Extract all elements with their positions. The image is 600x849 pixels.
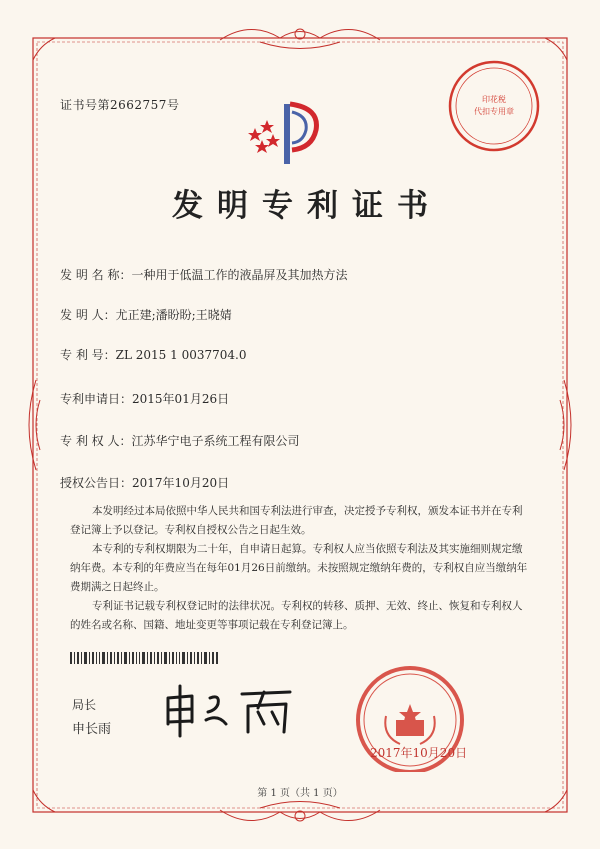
grant-date-value: 2017年10月20日 bbox=[132, 476, 230, 490]
certificate-title: 发明专利证书 bbox=[172, 188, 442, 224]
filing-date-label: 专利申请日： bbox=[60, 392, 133, 406]
invention-name-label: 发 明 名 称： bbox=[60, 268, 132, 282]
director-title: 局长 bbox=[72, 698, 97, 712]
svg-text:代扣专用章: 代扣专用章 bbox=[474, 107, 514, 116]
filing-date-row bbox=[60, 390, 229, 407]
body-paragraph: 本专利的专利权期限为二十年，自申请日起算。专利权人应当依照专利法及其实施细则规定缴纳年费。本专利的年费应当在每年01月26日前缴纳。未按照规定缴纳年费的，专利权自应当缴纳年费期满之日起终止。 bbox=[70, 543, 528, 593]
certificate-number: 证书号第2662757号 bbox=[60, 98, 180, 112]
page-number: 第 1 页（共 1 页） bbox=[257, 788, 343, 799]
patent-number-row bbox=[60, 346, 246, 363]
patent-office-logo-icon bbox=[240, 98, 320, 168]
director-name: 申长雨 bbox=[72, 722, 112, 737]
patentee-label: 专 利 权 人： bbox=[60, 434, 132, 448]
filing-date-value: 2015年01月26日 bbox=[132, 392, 230, 406]
barcode bbox=[70, 652, 220, 664]
body-paragraph: 本发明经过本局依照中华人民共和国专利法进行审查，决定授予专利权，颁发本证书并在专利登记簿上予以登记。专利权自授权公告之日起生效。 bbox=[70, 505, 523, 536]
inventor-label: 发 明 人： bbox=[60, 308, 116, 322]
body-paragraph: 专利证书记载专利权登记时的法律状况。专利权的转移、质押、无效、终止、恢复和专利权人的姓名或名称、国籍、地址变更等事项记载在专利登记簿上。 bbox=[70, 600, 523, 631]
patentee-value: 江苏华宁电子系统工程有限公司 bbox=[131, 434, 300, 448]
patent-number-value: ZL 2015 1 0037704.0 bbox=[115, 348, 247, 362]
svg-text:印花税: 印花税 bbox=[482, 95, 506, 104]
grant-date-label: 授权公告日： bbox=[60, 476, 133, 490]
invention-name-value: 一种用于低温工作的液晶屏及其加热方法 bbox=[131, 268, 348, 282]
inventor-row bbox=[60, 306, 232, 323]
invention-name-row bbox=[60, 266, 347, 283]
grant-date-row bbox=[60, 474, 229, 491]
inventor-value: 尤正建;潘盼盼;王晓婧 bbox=[115, 308, 232, 322]
tax-stamp-seal bbox=[444, 56, 544, 156]
patent-number-label: 专 利 号： bbox=[60, 348, 116, 362]
certificate-body bbox=[70, 502, 530, 635]
patentee-row bbox=[60, 432, 299, 449]
seal-date: 2017年10月20日 bbox=[370, 746, 468, 760]
director-signature bbox=[158, 680, 308, 740]
